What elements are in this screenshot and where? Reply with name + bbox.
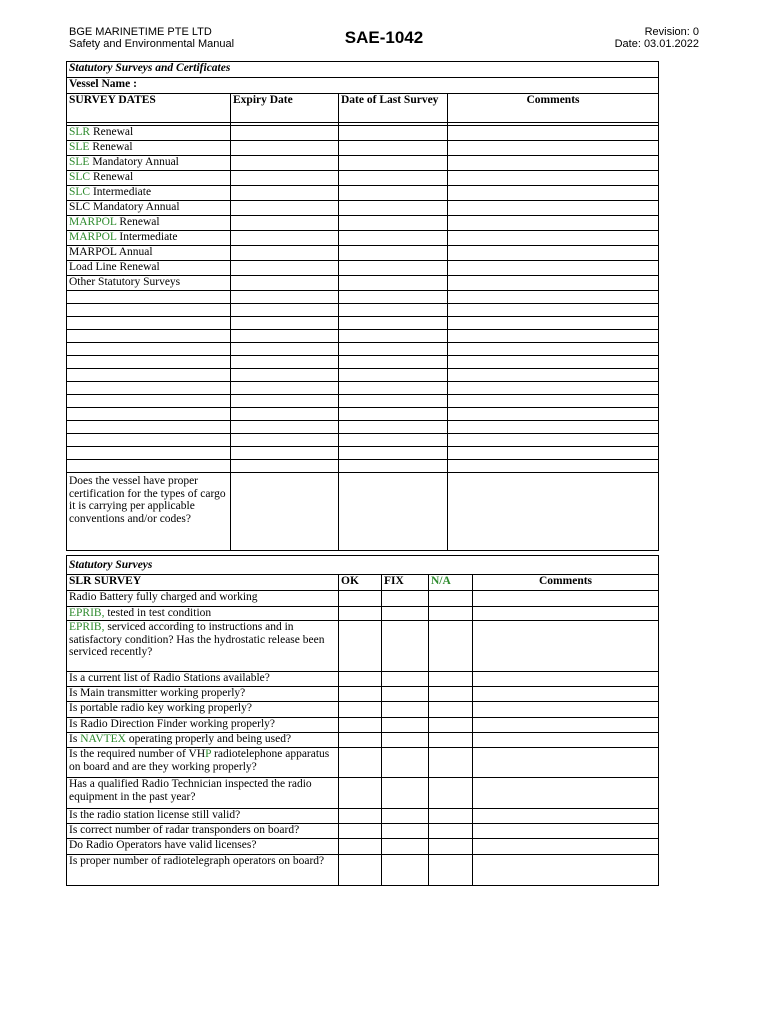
ok-checkbox-cell[interactable]: [339, 824, 382, 839]
comments-cell[interactable]: [473, 748, 659, 778]
na-checkbox-cell[interactable]: [429, 733, 473, 748]
survey-name: [67, 186, 231, 201]
survey-question: [67, 591, 339, 607]
comments-cell[interactable]: [448, 382, 659, 395]
survey-question: [67, 855, 339, 886]
last-survey-cell[interactable]: [339, 473, 448, 551]
last-survey-cell[interactable]: [339, 395, 448, 408]
last-survey-cell[interactable]: [339, 304, 448, 317]
ok-checkbox-cell[interactable]: [339, 672, 382, 687]
comments-cell[interactable]: [448, 330, 659, 343]
comments-cell[interactable]: [448, 216, 659, 231]
ok-checkbox-cell[interactable]: [339, 748, 382, 778]
comments-cell[interactable]: [448, 261, 659, 276]
blank-row: [67, 304, 659, 317]
survey-label: Renewal: [90, 126, 134, 138]
certificate-row: [67, 276, 659, 291]
survey-label: SLC Mandatory Annual: [69, 201, 180, 213]
comments-cell[interactable]: [448, 356, 659, 369]
comments-cell[interactable]: [448, 421, 659, 434]
blank-row: [67, 343, 659, 356]
ok-checkbox-cell[interactable]: [339, 621, 382, 672]
survey-name: [67, 261, 231, 276]
survey-name-cell[interactable]: [67, 330, 231, 343]
comments-cell[interactable]: [448, 126, 659, 141]
certificate-row: [67, 261, 659, 276]
question-text: Is Main transmitter working properly?: [69, 687, 246, 699]
ok-checkbox-cell[interactable]: [339, 591, 382, 607]
survey-name-cell[interactable]: [67, 369, 231, 382]
last-survey-cell[interactable]: [339, 330, 448, 343]
survey-name: [67, 216, 231, 231]
survey-label: MARPOL Annual: [69, 246, 153, 258]
last-survey-cell[interactable]: [339, 171, 448, 186]
survey-name-cell[interactable]: [67, 382, 231, 395]
ok-checkbox-cell[interactable]: [339, 702, 382, 718]
survey-name: [67, 156, 231, 171]
certificate-row: [67, 126, 659, 141]
na-checkbox-cell[interactable]: [429, 687, 473, 702]
expiry-date-cell[interactable]: [231, 291, 339, 304]
survey-question: [67, 718, 339, 733]
comments-cell[interactable]: [448, 171, 659, 186]
expiry-date-cell[interactable]: [231, 395, 339, 408]
survey-label: Renewal: [89, 141, 133, 153]
survey-question: [67, 733, 339, 748]
blank-row: [67, 369, 659, 382]
na-checkbox-cell[interactable]: [429, 778, 473, 809]
expiry-date-cell[interactable]: [231, 171, 339, 186]
col-ok: OK: [339, 575, 382, 591]
survey-question-row: [67, 748, 659, 778]
comments-cell[interactable]: [448, 408, 659, 421]
last-survey-cell[interactable]: [339, 216, 448, 231]
survey-question: [67, 839, 339, 855]
ok-checkbox-cell[interactable]: [339, 718, 382, 733]
blank-row: [67, 447, 659, 460]
fix-checkbox-cell[interactable]: [382, 778, 429, 809]
slr-survey-table: [66, 555, 659, 886]
blank-row: [67, 317, 659, 330]
comments-cell[interactable]: [473, 809, 659, 824]
issue-date: Date: 03.01.2022: [614, 38, 699, 50]
na-checkbox-cell[interactable]: [429, 809, 473, 824]
header-right: [615, 26, 699, 50]
expiry-date-cell[interactable]: [231, 261, 339, 276]
survey-question-row: [67, 718, 659, 733]
survey-question-row: [67, 778, 659, 809]
question-text: Is the radio station license still valid?: [69, 809, 241, 821]
comments-cell[interactable]: [448, 395, 659, 408]
fix-checkbox-cell[interactable]: [382, 748, 429, 778]
blank-row: [67, 291, 659, 304]
surveys-section-title: Statutory Surveys: [67, 556, 659, 575]
ok-checkbox-cell[interactable]: [339, 855, 382, 886]
last-survey-cell[interactable]: [339, 201, 448, 216]
comments-cell[interactable]: [473, 702, 659, 718]
question-text: Is portable radio key working properly?: [69, 702, 252, 714]
comments-cell[interactable]: [473, 672, 659, 687]
survey-name-cell[interactable]: [67, 421, 231, 434]
equipment-code: EPRIB,: [69, 607, 105, 619]
comments-cell[interactable]: [473, 733, 659, 748]
expiry-date-cell[interactable]: [231, 356, 339, 369]
question-text: Is a current list of Radio Stations available?: [69, 672, 270, 684]
fix-checkbox-cell[interactable]: [382, 702, 429, 718]
survey-type-code: SLR: [69, 126, 91, 138]
na-checkbox-cell[interactable]: [429, 718, 473, 733]
ok-checkbox-cell[interactable]: [339, 687, 382, 702]
expiry-date-cell[interactable]: [231, 216, 339, 231]
comments-cell[interactable]: [473, 621, 659, 672]
comments-cell[interactable]: [448, 186, 659, 201]
survey-type-code: MARPOL: [69, 216, 117, 228]
na-checkbox-cell[interactable]: [429, 702, 473, 718]
blank-row: [67, 460, 659, 473]
expiry-date-cell[interactable]: [231, 460, 339, 473]
comments-cell[interactable]: [448, 447, 659, 460]
equipment-code: NAVTEX: [80, 733, 126, 745]
survey-name-cell[interactable]: [67, 343, 231, 356]
expiry-date-cell[interactable]: [231, 421, 339, 434]
survey-question-row: [67, 607, 659, 621]
na-checkbox-cell[interactable]: [429, 621, 473, 672]
certificate-row: [67, 216, 659, 231]
fix-checkbox-cell[interactable]: [382, 824, 429, 839]
survey-name-cell[interactable]: [67, 395, 231, 408]
comments-cell[interactable]: [448, 201, 659, 216]
certificate-row: [67, 156, 659, 171]
survey-name-cell[interactable]: [67, 408, 231, 421]
question-text: Is the required number of VH: [69, 748, 206, 760]
last-survey-cell[interactable]: [339, 186, 448, 201]
survey-label: Renewal: [90, 171, 134, 183]
col-expiry-date: Expiry Date: [231, 94, 339, 123]
survey-label: Other Statutory Surveys: [69, 276, 181, 288]
blank-row: [67, 434, 659, 447]
last-survey-cell[interactable]: [339, 141, 448, 156]
comments-cell[interactable]: [473, 855, 659, 886]
fix-checkbox-cell[interactable]: [382, 733, 429, 748]
last-survey-cell[interactable]: [339, 434, 448, 447]
survey-question-row: [67, 702, 659, 718]
survey-type-code: SLC: [69, 186, 91, 198]
survey-question-row: [67, 855, 659, 886]
expiry-date-cell[interactable]: [231, 408, 339, 421]
comments-cell[interactable]: [448, 343, 659, 356]
col-survey-dates: SURVEY DATES: [67, 94, 231, 123]
expiry-date-cell[interactable]: [231, 473, 339, 551]
fix-checkbox-cell[interactable]: [382, 809, 429, 824]
comments-cell[interactable]: [448, 317, 659, 330]
blank-row: [67, 395, 659, 408]
certificate-row: [67, 201, 659, 216]
col-fix: FIX: [382, 575, 429, 591]
survey-name-cell[interactable]: [67, 434, 231, 447]
last-survey-cell[interactable]: [339, 369, 448, 382]
survey-name-cell[interactable]: [67, 291, 231, 304]
na-checkbox-cell[interactable]: [429, 591, 473, 607]
survey-question-row: [67, 672, 659, 687]
blank-row: [67, 330, 659, 343]
certificate-row: [67, 246, 659, 261]
expiry-date-cell[interactable]: [231, 186, 339, 201]
document-code: SAE-1042: [344, 28, 424, 47]
certificate-row: [67, 231, 659, 246]
fix-checkbox-cell[interactable]: [382, 687, 429, 702]
comments-cell[interactable]: [448, 460, 659, 473]
fix-checkbox-cell[interactable]: [382, 718, 429, 733]
fix-checkbox-cell[interactable]: [382, 855, 429, 886]
question-text: Radio Battery fully charged and working: [69, 591, 258, 603]
col-slr-survey: SLR SURVEY: [67, 575, 339, 591]
survey-label: Load Line Renewal: [69, 261, 160, 273]
survey-question: [67, 607, 339, 621]
certificate-row: [67, 171, 659, 186]
survey-label: Renewal: [116, 216, 160, 228]
survey-question: [67, 672, 339, 687]
company-name: BGE MARINETIME PTE LTD: [69, 26, 212, 38]
last-survey-cell[interactable]: [339, 126, 448, 141]
col-na: N/A: [429, 575, 473, 591]
certificate-row: [67, 186, 659, 201]
last-survey-cell[interactable]: [339, 382, 448, 395]
last-survey-cell[interactable]: [339, 261, 448, 276]
comments-cell[interactable]: [473, 824, 659, 839]
vessel-name-label: Vessel Name :: [67, 78, 659, 94]
survey-name-cell[interactable]: [67, 356, 231, 369]
last-survey-cell[interactable]: [339, 421, 448, 434]
comments-cell[interactable]: [473, 839, 659, 855]
comments-cell[interactable]: [448, 276, 659, 291]
survey-name-cell[interactable]: [67, 447, 231, 460]
ok-checkbox-cell[interactable]: [339, 839, 382, 855]
expiry-date-cell[interactable]: [231, 276, 339, 291]
survey-name: [67, 231, 231, 246]
question-text: serviced according to instructions and in satisfactory condition? Has the hydrostatic release been serviced recently?: [69, 621, 325, 658]
survey-name: [67, 141, 231, 156]
expiry-date-cell[interactable]: [231, 434, 339, 447]
survey-label: Intermediate: [116, 231, 178, 243]
last-survey-cell[interactable]: [339, 460, 448, 473]
comments-cell[interactable]: [448, 231, 659, 246]
last-survey-cell[interactable]: [339, 343, 448, 356]
survey-question-row: [67, 687, 659, 702]
comments-cell[interactable]: [448, 473, 659, 551]
question-text: radiotelephone apparatus on board and are they working properly?: [69, 748, 330, 773]
survey-name-cell[interactable]: [67, 317, 231, 330]
expiry-date-cell[interactable]: [231, 369, 339, 382]
expiry-date-cell[interactable]: [231, 231, 339, 246]
blank-row: [67, 356, 659, 369]
comments-cell[interactable]: [448, 141, 659, 156]
last-survey-cell[interactable]: [339, 447, 448, 460]
survey-question-row: [67, 824, 659, 839]
survey-label: Mandatory Annual: [89, 156, 179, 168]
ok-checkbox-cell[interactable]: [339, 778, 382, 809]
comments-cell[interactable]: [473, 607, 659, 621]
last-survey-cell[interactable]: [339, 291, 448, 304]
survey-question: [67, 824, 339, 839]
comments-cell[interactable]: [448, 156, 659, 171]
comments-cell[interactable]: [448, 246, 659, 261]
survey-question: [67, 687, 339, 702]
ok-checkbox-cell[interactable]: [339, 607, 382, 621]
fix-checkbox-cell[interactable]: [382, 591, 429, 607]
survey-name: [67, 246, 231, 261]
survey-question-row: [67, 591, 659, 607]
survey-name-cell[interactable]: [67, 304, 231, 317]
comments-cell[interactable]: [473, 591, 659, 607]
comments-cell[interactable]: [448, 369, 659, 382]
survey-type-code: SLC: [69, 171, 91, 183]
expiry-date-cell[interactable]: [231, 382, 339, 395]
survey-question-row: [67, 809, 659, 824]
survey-type-code: SLE: [69, 156, 90, 168]
col-survey-comments: Comments: [473, 575, 659, 591]
expiry-date-cell[interactable]: [231, 343, 339, 356]
survey-name: [67, 276, 231, 291]
equipment-code: P: [205, 748, 212, 760]
last-survey-cell[interactable]: [339, 408, 448, 421]
blank-row: [67, 382, 659, 395]
expiry-date-cell[interactable]: [231, 304, 339, 317]
last-survey-cell[interactable]: [339, 231, 448, 246]
blank-row: [67, 408, 659, 421]
expiry-date-cell[interactable]: [231, 330, 339, 343]
expiry-date-cell[interactable]: [231, 141, 339, 156]
certificates-section-title: Statutory Surveys and Certificates: [67, 62, 659, 78]
survey-question-row: [67, 621, 659, 672]
ok-checkbox-cell[interactable]: [339, 809, 382, 824]
na-checkbox-cell[interactable]: [429, 855, 473, 886]
expiry-date-cell[interactable]: [231, 317, 339, 330]
cargo-certification-row: [67, 473, 659, 551]
question-text: Is: [69, 733, 81, 745]
expiry-date-cell[interactable]: [231, 156, 339, 171]
expiry-date-cell[interactable]: [231, 126, 339, 141]
revision: Revision: 0: [644, 26, 699, 38]
na-checkbox-cell[interactable]: [429, 748, 473, 778]
last-survey-cell[interactable]: [339, 317, 448, 330]
survey-question: [67, 778, 339, 809]
manual-name: Safety and Environmental Manual: [69, 38, 235, 50]
ok-checkbox-cell[interactable]: [339, 733, 382, 748]
expiry-date-cell[interactable]: [231, 246, 339, 261]
survey-name: [67, 171, 231, 186]
survey-type-code: SLE: [69, 141, 90, 153]
blank-row: [67, 421, 659, 434]
question-text: tested in test condition: [104, 607, 212, 619]
survey-label: Intermediate: [90, 186, 152, 198]
na-checkbox-cell[interactable]: [429, 824, 473, 839]
fix-checkbox-cell[interactable]: [382, 607, 429, 621]
comments-cell[interactable]: [473, 687, 659, 702]
survey-question: [67, 809, 339, 824]
na-checkbox-cell[interactable]: [429, 607, 473, 621]
fix-checkbox-cell[interactable]: [382, 621, 429, 672]
survey-name-cell[interactable]: [67, 460, 231, 473]
comments-cell[interactable]: [448, 434, 659, 447]
col-comments: Comments: [448, 94, 659, 123]
na-checkbox-cell[interactable]: [429, 839, 473, 855]
survey-name: [67, 201, 231, 216]
equipment-code: EPRIB,: [69, 621, 105, 633]
question-text: Is correct number of radar transponders on board?: [69, 824, 300, 836]
survey-question: [67, 748, 339, 778]
comments-cell[interactable]: [448, 304, 659, 317]
fix-checkbox-cell[interactable]: [382, 839, 429, 855]
col-last-survey: Date of Last Survey: [339, 94, 448, 123]
survey-question: [67, 621, 339, 672]
fix-checkbox-cell[interactable]: [382, 672, 429, 687]
last-survey-cell[interactable]: [339, 276, 448, 291]
comments-cell[interactable]: [448, 291, 659, 304]
question-text: operating properly and being used?: [125, 733, 292, 745]
last-survey-cell[interactable]: [339, 356, 448, 369]
survey-question-row: [67, 733, 659, 748]
certificate-row: [67, 141, 659, 156]
survey-question: [67, 702, 339, 718]
last-survey-cell[interactable]: [339, 246, 448, 261]
survey-type-code: MARPOL: [69, 231, 117, 243]
question-text: Is Radio Direction Finder working properly?: [69, 718, 275, 730]
cargo-certification-question: Does the vessel have proper certification for the types of cargo it is carrying per applicable conventions and/or codes?: [67, 473, 231, 551]
survey-name: [67, 126, 231, 141]
na-checkbox-cell[interactable]: [429, 672, 473, 687]
expiry-date-cell[interactable]: [231, 201, 339, 216]
question-text: Do Radio Operators have valid licenses?: [69, 839, 257, 851]
question-text: Has a qualified Radio Technician inspected the radio equipment in the past year?: [69, 778, 312, 803]
question-text: Is proper number of radiotelegraph operators on board?: [69, 855, 325, 867]
comments-cell[interactable]: [473, 778, 659, 809]
comments-cell[interactable]: [473, 718, 659, 733]
expiry-date-cell[interactable]: [231, 447, 339, 460]
certificates-table: [66, 61, 659, 551]
last-survey-cell[interactable]: [339, 156, 448, 171]
survey-question-row: [67, 839, 659, 855]
